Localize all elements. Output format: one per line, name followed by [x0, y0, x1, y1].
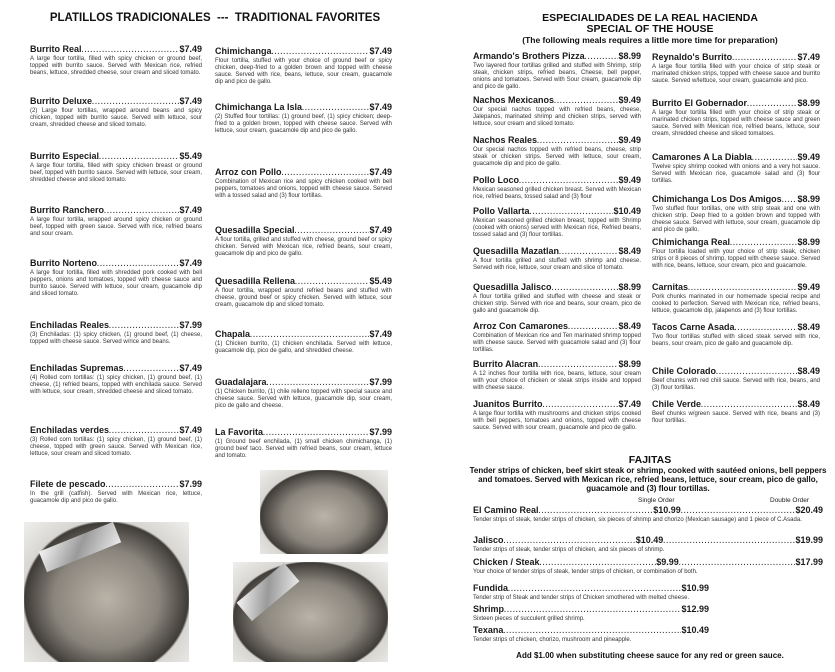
- menu-item-description: A 12 inches flour tortilla with rice, beans, lettuce, sour cream with your choice of chicken or steak strips inside and topped with cheese sauce.: [473, 371, 641, 391]
- dot-leader: [540, 559, 657, 569]
- menu-item-header: [652, 366, 820, 378]
- menu-item-description: A large flour tortilla, filled with shredded pork cooked with bell peppers, onions and tomatoes, topped with cheese sauce and burrito sauce. Served with lettuce, sour cream, guacamole dip and sliced tomato.: [30, 270, 202, 297]
- menu-item-name: Camarones A La Diabla: [652, 152, 752, 162]
- dot-leader: [747, 100, 797, 110]
- menu-item: [30, 479, 202, 505]
- menu-item: [30, 320, 202, 346]
- dot-leader: [124, 365, 180, 375]
- dot-leader: [701, 401, 797, 411]
- menu-item-name: Quesadilla Rellena: [215, 276, 296, 286]
- fajita-item-header: [473, 557, 823, 569]
- menu-item-description: Twelve spicy shrimp cooked with onions and a very hot sauce. Served with Mexican rice, guacamole salad and (3) flour tortillas.: [652, 164, 820, 184]
- menu-item-name: La Favorita: [215, 427, 264, 437]
- dot-leader: [282, 169, 370, 179]
- menu-item-price: $8.99: [797, 194, 820, 204]
- dot-leader: [92, 98, 179, 108]
- menu-item-description: (1) Ground beef enchilada, (1) small chicken chimichanga, (1) ground beef taco. Served with refried beans, sour cream, lettuce and tomato.: [215, 439, 392, 459]
- menu-item-header: [30, 44, 202, 56]
- right-heading-line1: ESPECIALIDADES DE LA REAL HACIENDA: [542, 12, 758, 24]
- menu-item: [215, 427, 392, 460]
- menu-item-name: Enchiladas Reales: [30, 320, 110, 330]
- menu-item-price: $7.49: [179, 258, 202, 268]
- menu-item-price: $7.99: [179, 320, 202, 330]
- menu-item-description: A large flour tortilla filled with your choice of strip steak or marinated chicken strips, topped with cheese sauce and burrito sauce. Served w/lettuce, sour cream, guacamole and pico.: [652, 64, 820, 84]
- dot-leader: [504, 537, 636, 547]
- menu-item-name: Enchiladas Supremas: [30, 363, 124, 373]
- menu-item-name: Burrito Ranchero: [30, 205, 105, 215]
- dot-leader: [109, 427, 179, 437]
- foil-wrap: [237, 563, 300, 621]
- menu-item: [652, 52, 820, 85]
- menu-item: [30, 44, 202, 77]
- fajita-item-header: [473, 583, 709, 595]
- menu-item: [652, 399, 820, 425]
- menu-item-price: $9.49: [797, 282, 820, 292]
- dot-leader: [730, 239, 797, 249]
- menu-item: [215, 46, 392, 86]
- menu-item-header: [652, 399, 820, 411]
- menu-item-description: A flour tortilla, wrapped around refried beans and stuffed with cheese, ground beef or spicy chicken. Served with lettuce, sour cream, guacamole dip and sliced tomato.: [215, 288, 392, 308]
- menu-item-description: Beef chunks w/green sauce. Served with rice, beans and (3) flour tortillas.: [652, 411, 820, 424]
- menu-item-description: (1) Chicken burrito, (1) chile relleno topped with special sauce and cheese sauce. Served with lettuce, guacamole dip, sour cream, pico de gallo and cheese.: [215, 389, 392, 409]
- menu-item-price: $8.99: [797, 98, 820, 108]
- food-photo-fish: [24, 522, 189, 662]
- double-order-price: $20.49: [795, 505, 823, 515]
- menu-item-name: Nachos Mexicanos: [473, 95, 555, 105]
- dot-leader: [537, 137, 618, 147]
- menu-item-header: [473, 51, 641, 63]
- dot-leader: [538, 361, 618, 371]
- menu-item-description: A large flour tortilla, wrapped around spicy chicken or ground beef, topped with green sauce. Served with rice, refried beans and sour cream.: [30, 217, 202, 237]
- menu-item-header: [473, 246, 641, 258]
- menu-item-name: Burrito Deluxe: [30, 96, 93, 106]
- fajitas-intro: Tender strips of chicken, beef skirt steak or shrimp, cooked with sautéed onions, bell peppers and tomatoes. Served with Mexican rice, refried beans, lettuce, sour cream, pico de gallo, guacamole and (3) flour tortillas.: [469, 466, 827, 493]
- menu-item-header: [30, 425, 202, 437]
- food-photo-plate: [233, 562, 388, 662]
- left-heading: PLATILLOS TRADICIONALES --- TRADITIONAL FAVORITES: [49, 12, 381, 24]
- right-heading: [470, 13, 830, 45]
- menu-item: [30, 363, 202, 396]
- menu-item-name: Quesadilla Special: [215, 225, 295, 235]
- right-heading-note: (The following meals requires a little more time for preparation): [522, 35, 778, 45]
- menu-item-name: Arroz Con Camarones: [473, 321, 569, 331]
- dot-leader: [250, 331, 369, 341]
- menu-item-description: (2) Stuffed flour tortillas: (1) ground beef, (1) spicy chicken; deep-fried to a golden brown, topped with cheese sauce. Served with lettuce, sour cream, guacamole dip and pico de gallo.: [215, 114, 392, 134]
- dot-leader: [539, 507, 654, 517]
- menu-item-name: Chimichanga La Isla: [215, 102, 303, 112]
- menu-item: [473, 206, 641, 239]
- menu-item-description: Mexican seasoned grilled chicken breast, topped with Shrimp (cooked with onions) served with Mexican rice, Refried beans, tossed salad and (3) flour tortillas.: [473, 218, 641, 238]
- menu-item-description: A large flour tortilla, filled with spicy chicken or ground beef, topped with burrito sauce. Served with Mexican rice, refried beans, lettuce, shredded cheese, sour cream and sliced tomato.: [30, 56, 202, 76]
- dot-leader: [732, 54, 797, 64]
- dot-leader: [552, 284, 619, 294]
- menu-item-name: Chimichanga: [215, 46, 272, 56]
- menu-item-name: Chimichanga Los Dos Amigos: [652, 194, 782, 204]
- dot-leader: [295, 227, 370, 237]
- menu-item-description: Beef chunks with red chili sauce. Served with rice, beans, and (3) flour tortillas.: [652, 378, 820, 391]
- double-order-label: Double Order: [770, 497, 810, 504]
- menu-item-header: [473, 282, 641, 294]
- fajita-item-description: Tender strips of chicken, chorizo, mushroom and pineapple.: [473, 637, 632, 643]
- menu-item: [215, 377, 392, 410]
- menu-item: [473, 321, 641, 354]
- menu-item: [30, 205, 202, 238]
- menu-item-price: $10.49: [613, 206, 641, 216]
- dot-leader: [519, 177, 618, 187]
- menu-item-description: A large flour tortilla, filled with spicy chicken breast or ground beef, topped with burrito sauce. Served with lettuce, sour cream, shredded cheese and sliced tomato.: [30, 163, 202, 183]
- dot-leader: [272, 48, 370, 58]
- menu-item-description: (3) Enchiladas: (1) spicy chicken, (1) ground beef, (1) cheese, topped with cheese sauce. Served w/rice and beans.: [30, 332, 202, 345]
- fajita-item-name: Texana: [473, 625, 504, 635]
- menu-item-description: A flour tortilla, grilled and stuffed with cheese, ground beef or spicy chicken. Served with Mexican rice, refried beans, sour cream, guacamole dip and pico de gallo.: [215, 237, 392, 257]
- menu-item-header: [473, 399, 641, 411]
- menu-item-header: [473, 135, 641, 147]
- menu-item: [473, 282, 641, 315]
- fajita-item-header: [473, 604, 709, 616]
- dot-leader: [568, 323, 618, 333]
- menu-item-name: Pollo Vallarta: [473, 206, 530, 216]
- dot-leader: [663, 537, 795, 547]
- menu-item-name: Juanitos Burrito: [473, 399, 543, 409]
- menu-item-price: $7.49: [179, 363, 202, 373]
- menu-item: [215, 102, 392, 135]
- menu-item: [473, 399, 641, 432]
- fajita-item-name: Jalisco: [473, 535, 504, 545]
- menu-item-price: $7.49: [179, 96, 202, 106]
- dot-leader: [716, 368, 797, 378]
- dot-leader: [106, 481, 180, 491]
- menu-item-name: Nachos Reales: [473, 135, 538, 145]
- food-photo-favorita: [260, 470, 388, 554]
- menu-item-header: [30, 320, 202, 332]
- menu-item: [473, 95, 641, 128]
- fajitas-footer: Add $1.00 when substituting cheese sauce for any red or green sauce.: [516, 651, 784, 660]
- menu-item: [652, 237, 820, 270]
- menu-item: [652, 194, 820, 234]
- menu-item-name: Burrito Alacran: [473, 359, 539, 369]
- menu-item-name: Pollo Loco: [473, 175, 519, 185]
- menu-item-description: A large flour tortilla with mushrooms and chicken strips cooked with bell peppers, tomatoes and onions, topped with cheese sauce. Served with sour cream, guacamole and pico de gallo.: [473, 411, 641, 431]
- menu-item-price: $7.99: [179, 479, 202, 489]
- single-order-price: $10.99: [653, 505, 681, 515]
- menu-item: [652, 98, 820, 138]
- menu-item-header: [652, 98, 820, 110]
- menu-item-price: $7.49: [179, 44, 202, 54]
- menu-item-description: In the grill (catfish). Served with Mexican rice, lettuce, guacamole dip and pico de gallo.: [30, 491, 202, 504]
- menu-item: [473, 359, 641, 392]
- foil-wrap: [39, 522, 121, 572]
- menu-item: [30, 258, 202, 298]
- fajita-item-name: Chicken / Steak: [473, 557, 540, 567]
- menu-item-price: $8.49: [797, 366, 820, 376]
- menu-item-header: [30, 151, 202, 163]
- menu-item-price: $5.49: [179, 151, 202, 161]
- dot-leader: [585, 53, 619, 63]
- menu-item: [30, 96, 202, 129]
- menu-item-description: Flour tortilla loaded with your choice of strip steak, chicken strips or 8 pieces of shrimp, topped with cheese sauce. Served with rice, beans, lettuce, sour cream, pico and guacamole.: [652, 249, 820, 269]
- menu-item-price: $8.49: [797, 399, 820, 409]
- dot-leader: [679, 559, 796, 569]
- fajita-item: [473, 625, 823, 644]
- menu-item: [652, 152, 820, 185]
- dot-leader: [302, 104, 369, 114]
- menu-item: [473, 175, 641, 201]
- dot-leader: [82, 46, 180, 56]
- dot-leader: [267, 379, 370, 389]
- menu-item-price: $9.49: [618, 135, 641, 145]
- menu-item-price: $7.49: [369, 167, 392, 177]
- fajita-item-description: Sixteen pieces of succulent grilled shrimp.: [473, 616, 585, 622]
- menu-item-price: $8.49: [618, 321, 641, 331]
- fajita-item-name: El Camino Real: [473, 505, 539, 515]
- menu-item-price: $7.49: [369, 225, 392, 235]
- dot-leader: [688, 284, 797, 294]
- double-order-price: $17.99: [795, 557, 823, 567]
- menu-item-header: [30, 363, 202, 375]
- dot-leader: [782, 196, 798, 206]
- menu-item-description: (1) Chicken burrito, (1) chicken enchilada. Served with lettuce, guacamole dip, pico de gallo, and shredded cheese.: [215, 341, 392, 354]
- fajita-item-header: [473, 535, 823, 547]
- menu-item-name: Guadalajara: [215, 377, 267, 387]
- single-order-price: $9.99: [656, 557, 679, 567]
- single-order-price: $12.99: [681, 604, 709, 614]
- menu-item-name: Enchiladas verdes: [30, 425, 110, 435]
- dot-leader: [554, 97, 618, 107]
- menu-item-price: $7.49: [369, 329, 392, 339]
- menu-item-description: Our special nachos topped with refried beans, cheese, Jalepanos, marinated shrimp and chicken strips, served with lettuce, sour cream and sliced tomato.: [473, 107, 641, 127]
- fajita-item-header: [473, 625, 709, 637]
- menu-item-price: $8.99: [618, 51, 641, 61]
- menu-item-price: $7.99: [369, 427, 392, 437]
- menu-item-name: Tacos Carne Asada: [652, 322, 735, 332]
- menu-item-header: [652, 194, 820, 206]
- menu-item: [652, 322, 820, 348]
- fajita-item-description: Your choice of tender strips of steak, tender strips of chicken, or combination of both.: [473, 569, 698, 575]
- menu-item-description: Combination of Mexican rice and Ten marinated shrimp topped with cheese sauce. Served with guacamole salad and (3) flour tortillas.: [473, 333, 641, 353]
- dot-leader: [104, 207, 179, 217]
- menu-item-description: Flour tortilla, stuffed with your choice of ground beef or spicy chicken, deep-fried to a golden brown and topped with cheese sauce. Served with rice, beans, lettuce, sour cream, guacamole dip and pico de gallo.: [215, 58, 392, 85]
- dot-leader: [263, 429, 369, 439]
- menu-item-header: [215, 225, 392, 237]
- menu-item-name: Chile Verde: [652, 399, 702, 409]
- dot-leader: [99, 153, 179, 163]
- menu-item-description: Pork chunks marinated in our homemade special recipe and cooked to perfection. Served with Mexican rice, refried beans, lettuce, guacamole dip, jalapenos and (3) flour tortillas.: [652, 294, 820, 314]
- menu-item-header: [30, 258, 202, 270]
- fajita-item: [473, 535, 823, 554]
- menu-item-header: [215, 102, 392, 114]
- menu-item: [215, 167, 392, 200]
- menu-item-header: [652, 322, 820, 334]
- menu-item-header: [215, 276, 392, 288]
- fajita-item: [473, 604, 823, 623]
- dot-leader: [752, 154, 798, 164]
- menu-item-header: [30, 205, 202, 217]
- menu-item-name: Chapala: [215, 329, 251, 339]
- menu-item: [473, 246, 641, 272]
- fajita-item-description: Tender strip of Steak and tender strips of Chicken smothered with melted cheese.: [473, 595, 690, 601]
- menu-item-description: Two stuffed flour tortillas, one with strip steak and one with chicken strip. Deep fried to a golden brown and topped with cheese sauce. Served with lettuce, sour cream, guacamole dip and pico de gallo.: [652, 206, 820, 233]
- menu-item-header: [215, 427, 392, 439]
- menu-item-header: [652, 52, 820, 64]
- menu-item-header: [215, 329, 392, 341]
- menu-item-header: [652, 152, 820, 164]
- menu-item-price: $7.49: [369, 46, 392, 56]
- single-order-price: $10.49: [681, 625, 709, 635]
- menu-item-name: Quesadilla Jalisco: [473, 282, 552, 292]
- menu-item: [30, 151, 202, 184]
- right-heading-line2: SPECIAL OF THE HOUSE: [586, 23, 714, 35]
- menu-item-price: $8.99: [618, 359, 641, 369]
- menu-item-name: Carnitas: [652, 282, 689, 292]
- menu-item-description: A large flour tortilla filled with your choice of strip steak or marinated chicken strips, topped with cheese sauce and green sauce. Served with Mexican rice, refried beans, lettuce, sour cream, shredded cheese and sliced tomatoes.: [652, 110, 820, 137]
- menu-item-header: [652, 237, 820, 249]
- dot-leader: [559, 248, 618, 258]
- dot-leader: [97, 260, 179, 270]
- menu-item-description: Mexican seasoned grilled chicken breast. Served with Mexican rice, refried beans, tossed salad and (3) flour: [473, 187, 641, 200]
- menu-item-name: Arroz con Pollo: [215, 167, 282, 177]
- menu-item-description: A flour tortilla grilled and stuffed with shrimp and cheese. Served with rice, lettuce, sour cream and slice of tomato.: [473, 258, 641, 271]
- fajita-item: [473, 505, 823, 524]
- fajita-item-name: Fundida: [473, 583, 508, 593]
- menu-item-description: Combination of Mexican rice and spicy chicken cooked with bell peppers, tomatoes and onions, topped with cheese sauce. Served with a tossed salad and (3) flour tortillas.: [215, 179, 392, 199]
- menu-item-header: [215, 377, 392, 389]
- menu-item-header: [652, 282, 820, 294]
- menu-item-name: Burrito El Gobernador: [652, 98, 748, 108]
- dot-leader: [681, 507, 796, 517]
- menu-item-price: $8.99: [618, 282, 641, 292]
- menu-item-header: [30, 96, 202, 108]
- dot-leader: [543, 401, 619, 411]
- menu-item: [215, 276, 392, 309]
- menu-item-price: $9.49: [797, 152, 820, 162]
- dot-leader: [735, 324, 798, 334]
- menu-item: [473, 135, 641, 168]
- menu-item-header: [30, 479, 202, 491]
- fajitas-title: FAJITAS: [628, 454, 672, 466]
- menu-item-header: [473, 359, 641, 371]
- menu-item-name: Burrito Real: [30, 44, 82, 54]
- menu-item-price: $7.99: [369, 377, 392, 387]
- menu-item-description: (2) Large flour tortillas, wrapped around beans and spicy chicken, topped with burrito sauce. Served with lettuce, sour cream, shredded cheese and sliced tomato.: [30, 108, 202, 128]
- dot-leader: [508, 585, 681, 595]
- menu-item-price: $7.49: [179, 205, 202, 215]
- dot-leader: [295, 278, 369, 288]
- menu-item-header: [215, 167, 392, 179]
- menu-item-header: [215, 46, 392, 58]
- fajita-item-description: Tender strips of steak, tender strips of chicken, and six pieces of shrimp.: [473, 547, 665, 553]
- fajita-item: [473, 583, 823, 602]
- menu-item-price: $7.49: [179, 425, 202, 435]
- menu-item-price: $9.49: [618, 175, 641, 185]
- menu-item-header: [473, 206, 641, 218]
- fajita-item-name: Shrimp: [473, 604, 505, 614]
- menu-item-price: $7.49: [369, 102, 392, 112]
- menu-item-price: $5.49: [369, 276, 392, 286]
- single-order-price: $10.99: [681, 583, 709, 593]
- single-order-price: $10.49: [635, 535, 664, 545]
- menu-item-name: Burrito Norteno: [30, 258, 97, 268]
- menu-item-price: $9.49: [618, 95, 641, 105]
- menu-item-price: $8.49: [797, 322, 820, 332]
- menu-item-name: Reynaldo's Burrito: [652, 52, 733, 62]
- menu-item-name: Quesadilla Mazatlan: [473, 246, 560, 256]
- menu-item: [215, 225, 392, 258]
- dot-leader: [504, 606, 681, 616]
- dot-leader: [109, 322, 179, 332]
- fajita-item: [473, 557, 823, 576]
- menu-item: [30, 425, 202, 458]
- menu-item-name: Chimichanga Real: [652, 237, 731, 247]
- menu-item-header: [473, 95, 641, 107]
- menu-item-name: Burrito Especial: [30, 151, 100, 161]
- menu-item: [652, 282, 820, 315]
- menu-item-description: Our special nachos topped with refried beans, cheese, strip steak or chicken strips. Served with lettuce, sour cream, guacamole dip and pico de gallo.: [473, 147, 641, 167]
- menu-item: [473, 51, 641, 91]
- dot-leader: [503, 627, 681, 637]
- menu-item-description: (3) Rolled corn tortillas: (1) spicy chicken, (1) ground beef, (1) cheese, topped with green sauce. Served with Mexican rice, lettuce, sour cream and sliced tomato.: [30, 437, 202, 457]
- menu-item-description: Two flour tortillas stuffed with sliced steak served with rice, beans, sour cream, pico de gallo and guacamole dip.: [652, 334, 820, 347]
- menu-item: [215, 329, 392, 355]
- menu-item-description: A flour tortilla grilled and stuffed with cheese and steak or chicken strip. Served with rice and beans, sour cream, pico de gallo and guacamole dip.: [473, 294, 641, 314]
- fajita-item-description: Tender strips of steak, tender strips of chicken, six pieces of shrimp and chorizo (Mexican sausage) and 1 piece of C.Asada.: [473, 517, 802, 523]
- menu-item-price: $7.49: [797, 52, 820, 62]
- menu-item-price: $8.99: [797, 237, 820, 247]
- single-order-label: Single Order: [638, 497, 675, 504]
- double-order-price: $19.99: [795, 535, 823, 545]
- menu-item-header: [473, 321, 641, 333]
- fajita-item-header: [473, 505, 823, 517]
- menu-item-price: $7.49: [618, 399, 641, 409]
- menu-item-name: Armando's Brothers Pizza: [473, 51, 585, 61]
- menu-item-description: Two layered flour tortillas grilled and stuffed with Shrimp, strip steak, chicken strips, refried beans, Cheese, bell pepper, onions and tomatoes. Served with Sour cream, guacamole dip and pico de gallo.: [473, 63, 641, 90]
- menu-item-price: $8.49: [618, 246, 641, 256]
- menu-item-header: [473, 175, 641, 187]
- menu-item-name: Chile Colorado: [652, 366, 717, 376]
- menu-item: [652, 366, 820, 392]
- menu-item-description: (4) Rolled corn tortillas: (1) spicy chicken, (1) ground beef, (1) cheese, (1) refried beans, topped with enchilada sauce. Served with lettuce, sour cream, shredded cheese and sliced tomato.: [30, 375, 202, 395]
- menu-item-name: Filete de pescado: [30, 479, 106, 489]
- dot-leader: [530, 208, 614, 218]
